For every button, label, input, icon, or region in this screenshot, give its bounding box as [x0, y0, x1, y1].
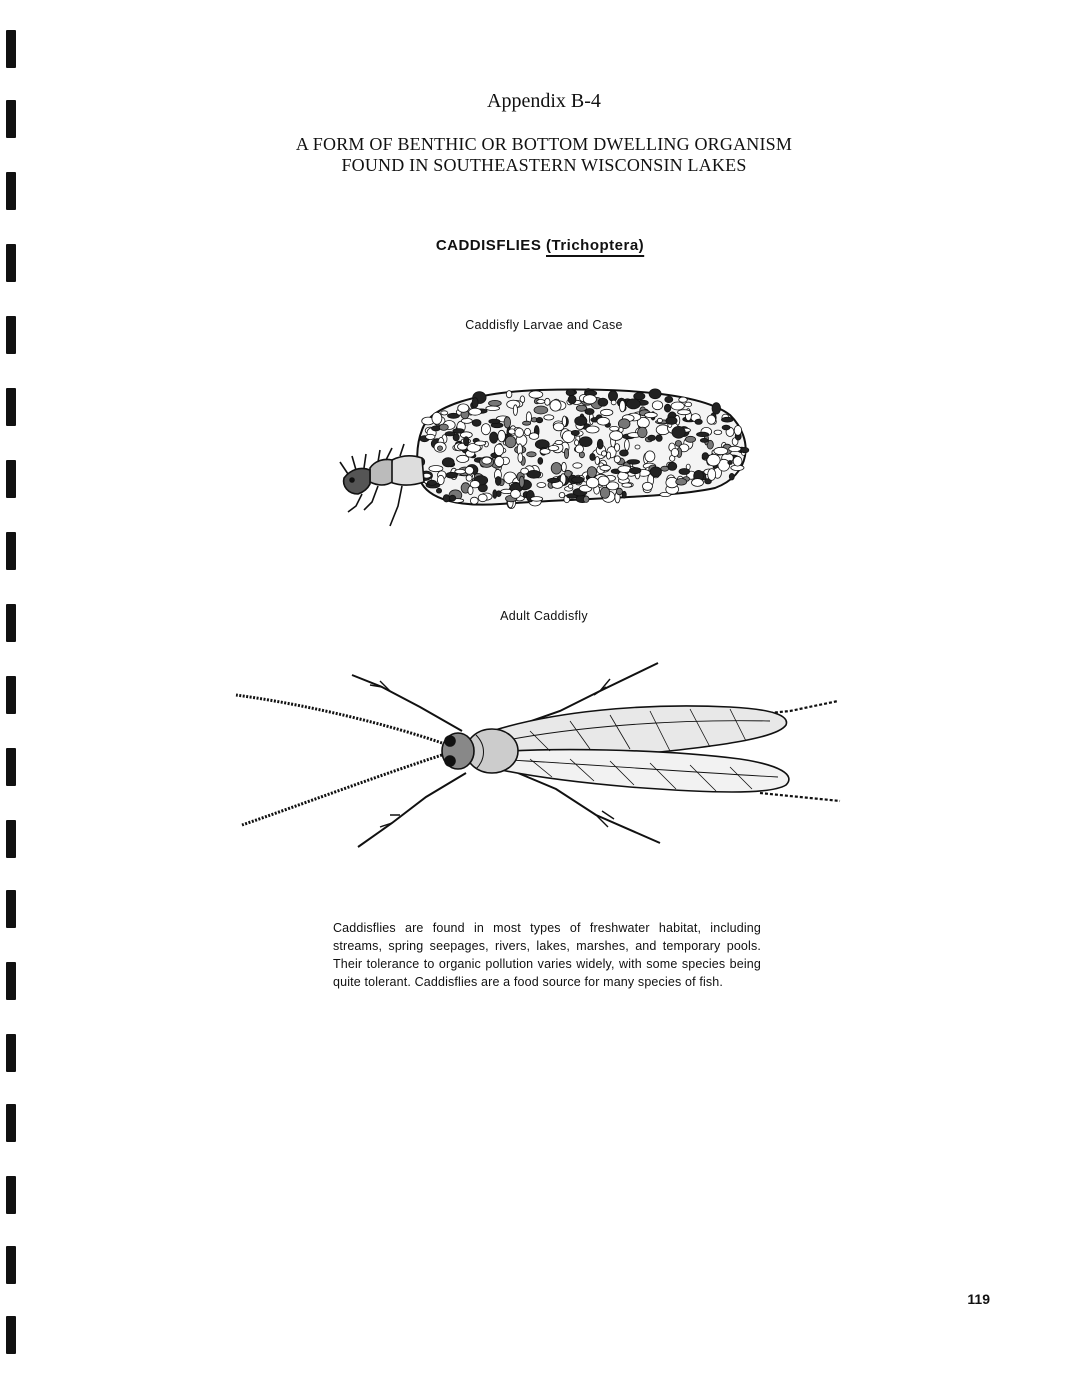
binding-hole — [6, 1104, 16, 1142]
binding-hole — [6, 532, 16, 570]
binding-hole — [6, 820, 16, 858]
binding-hole — [6, 388, 16, 426]
adult-caption: Adult Caddisfly — [500, 609, 588, 623]
binding-hole — [6, 1034, 16, 1072]
binding-hole — [6, 962, 16, 1000]
binding-hole — [6, 676, 16, 714]
adult-caddisfly-illustration — [230, 655, 845, 855]
larva-caption: Caddisfly Larvae and Case — [465, 318, 623, 332]
binding-hole — [6, 172, 16, 210]
binding-hole — [6, 1246, 16, 1284]
caddisfly-larva-illustration — [330, 370, 750, 540]
binding-hole — [6, 460, 16, 498]
appendix-title: Appendix B-4 — [487, 90, 601, 112]
section-heading — [0, 237, 1068, 254]
binding-hole — [6, 30, 16, 68]
section-latin-name: (Trichoptera) — [546, 237, 645, 254]
main-heading-line-1: A FORM OF BENTHIC OR BOTTOM DWELLING ORGANISM — [295, 134, 793, 154]
description-paragraph: Caddisflies are found in most types of freshwater habitat, including streams, spring seepages, rivers, lakes, marshes, and temporary pools. Their tolerance to organic pollution varies widely, with some species being quite tolerant. Caddisflies are a food source for many species of fish. — [333, 921, 761, 989]
main-heading-line-2: FOUND IN SOUTHEASTERN WISCONSIN LAKES — [341, 155, 747, 175]
larva-body — [340, 444, 424, 526]
binding-hole — [6, 1316, 16, 1354]
main-heading — [0, 134, 1068, 176]
page-number: 119 — [967, 1291, 990, 1307]
binding-hole — [6, 1176, 16, 1214]
section-name: CADDISFLIES — [435, 237, 542, 254]
binding-hole — [6, 890, 16, 928]
larva-case — [417, 389, 749, 509]
binding-hole — [6, 748, 16, 786]
binding-holes — [0, 0, 30, 1380]
caddisfly-wings — [480, 706, 789, 792]
caddisfly-head-thorax — [442, 729, 518, 773]
